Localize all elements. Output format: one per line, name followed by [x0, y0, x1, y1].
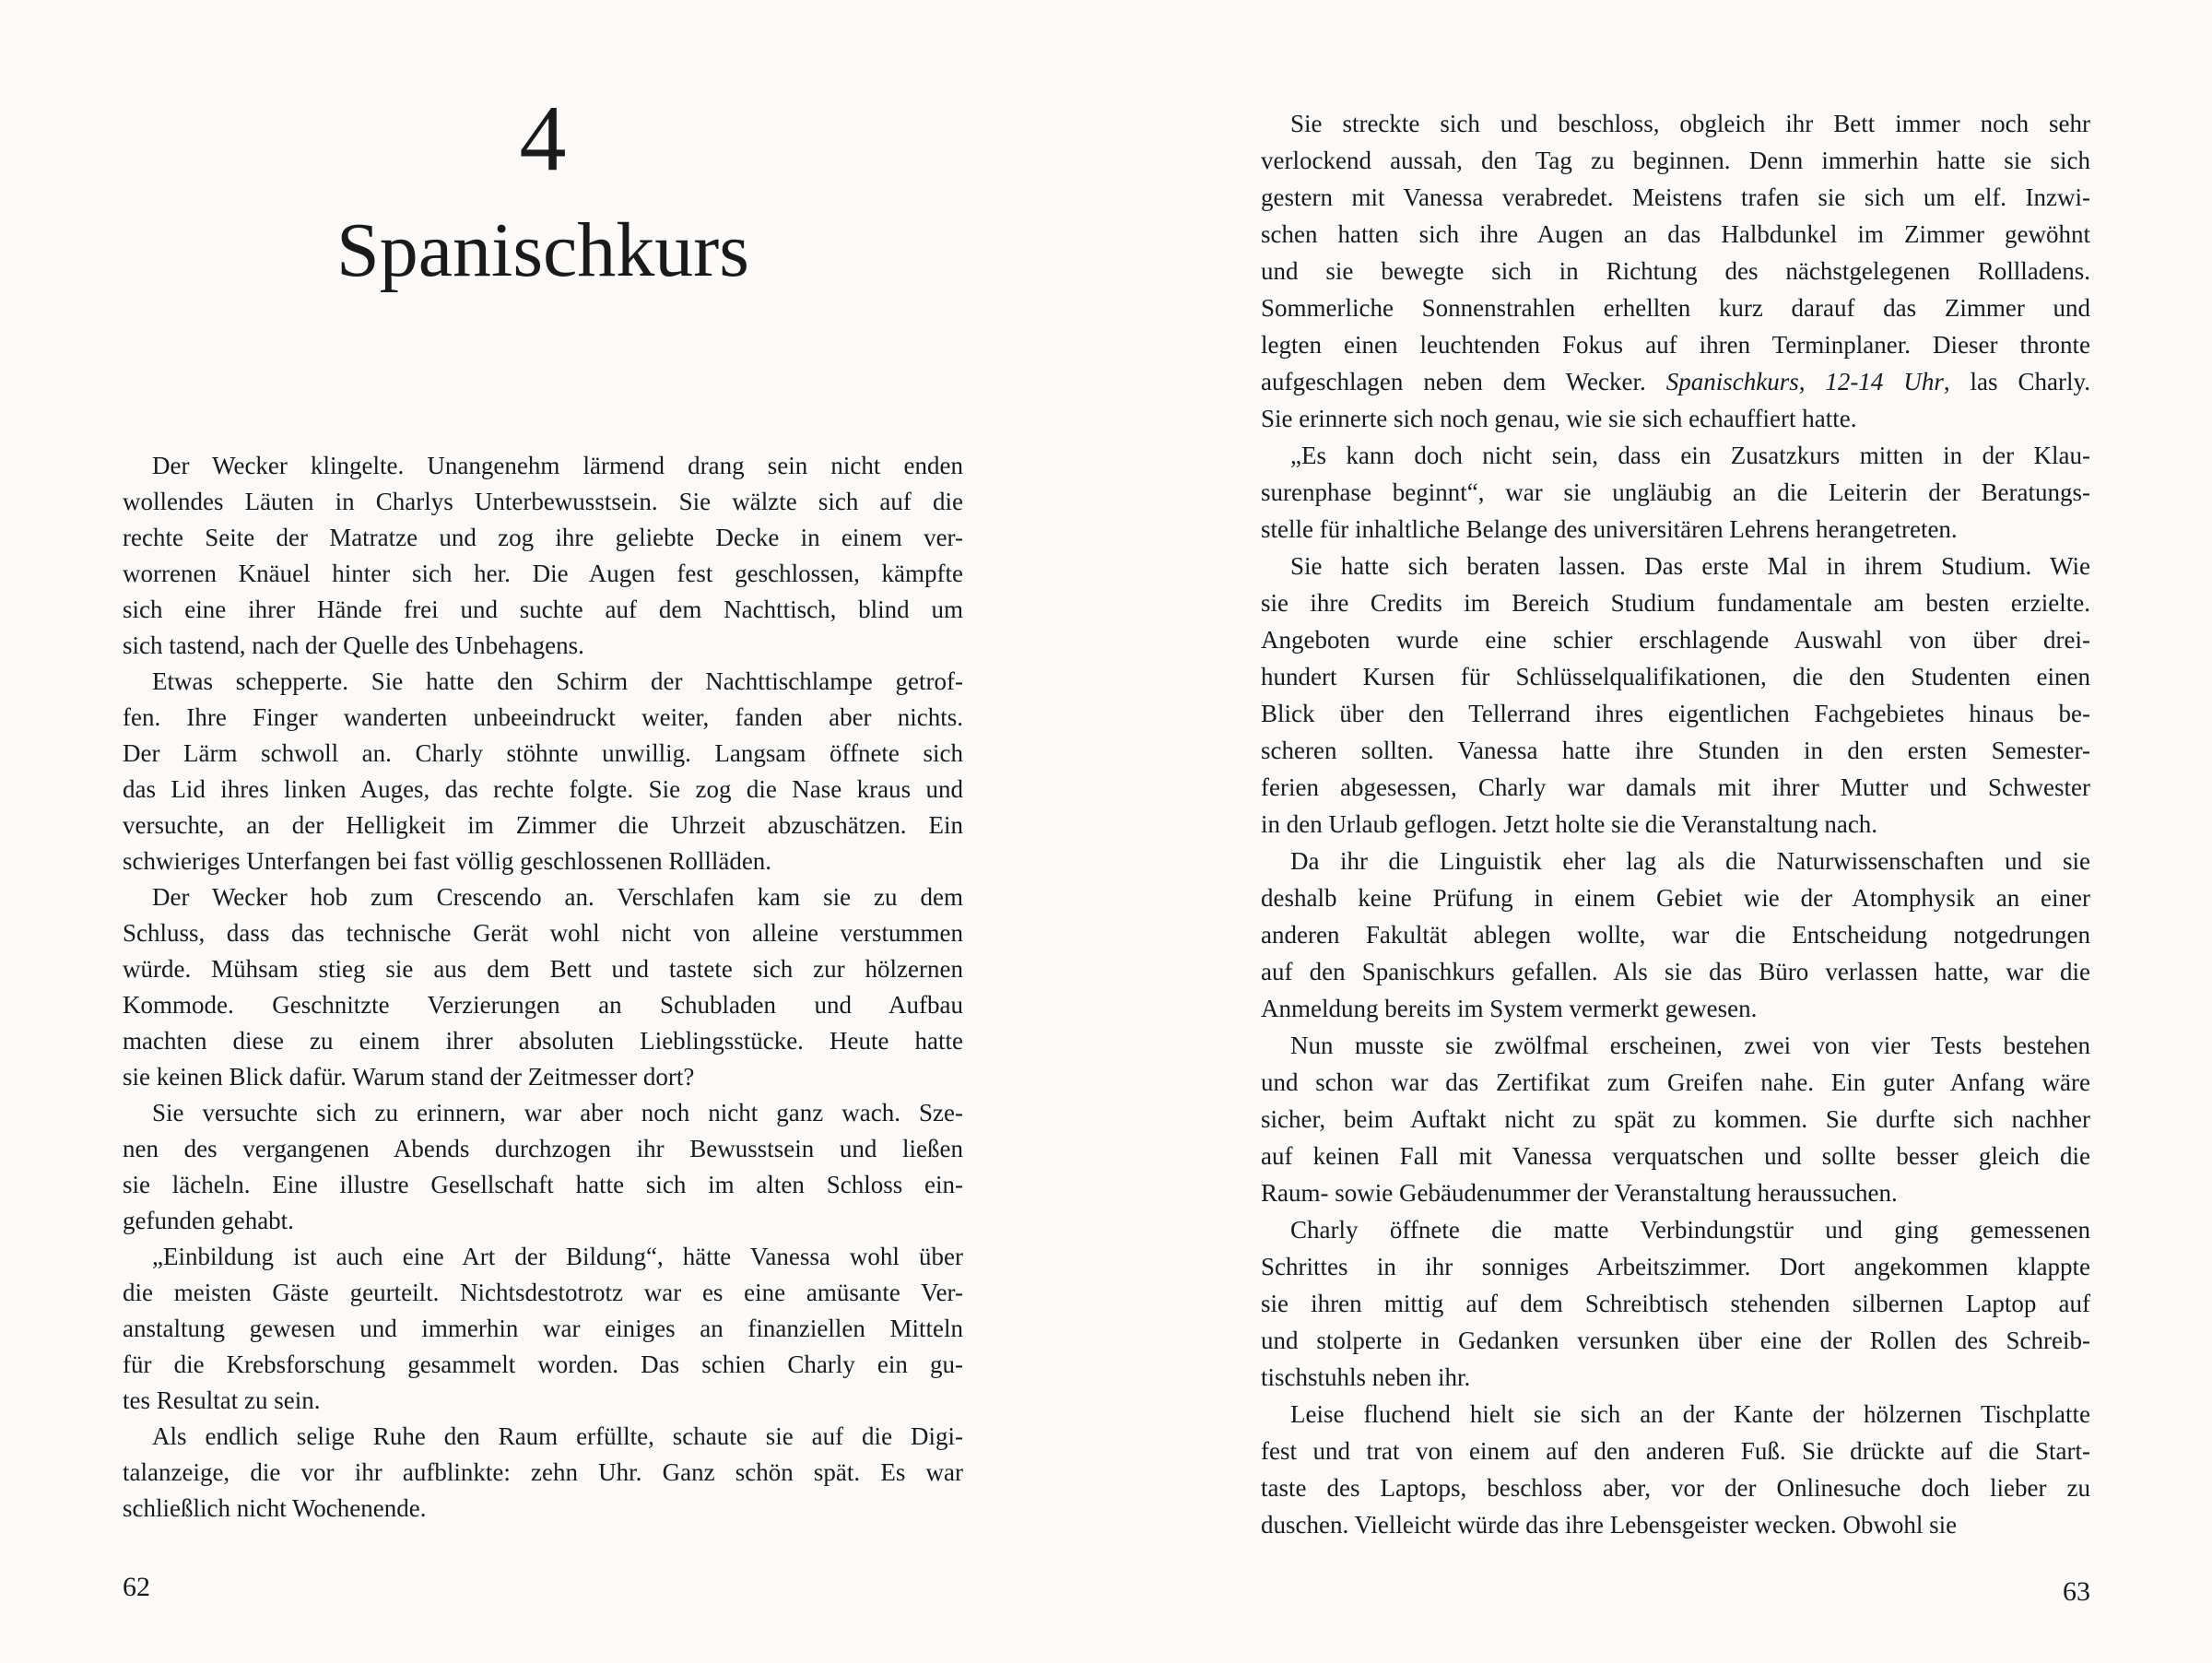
- text-line: fest und trat von einem auf den anderen Fuß. Sie drückte auf die Start-: [1261, 1437, 2090, 1465]
- text-line: sie keinen Blick dafür. Warum stand der Zeitmesser dort?: [123, 1063, 695, 1091]
- text-line: würde. Mühsam stieg sie aus dem Bett und tastete sich zur hölzernen: [123, 955, 963, 983]
- paragraph: [123, 1095, 963, 1239]
- text-line: und sie bewegte sich in Richtung des nächstgelegenen Rollladens.: [1261, 257, 2090, 285]
- text-line: Der Wecker hob zum Crescendo an. Verschlafen kam sie zu dem: [152, 883, 963, 911]
- text-line: Raum- sowie Gebäudenummer der Veranstaltung heraussuchen.: [1261, 1179, 1898, 1207]
- text-line: Charly öffnete die matte Verbindungstür und ging gemessenen: [1290, 1216, 2090, 1244]
- text-line: Sie streckte sich und beschloss, obgleich ihr Bett immer noch sehr: [1290, 110, 2090, 137]
- text-line: und schon war das Zertifikat zum Greifen nahe. Ein guter Anfang wäre: [1261, 1068, 2090, 1096]
- text-line: deshalb keine Prüfung in einem Gebiet wie der Atomphysik an einer: [1261, 884, 2090, 912]
- paragraph: [123, 448, 963, 664]
- text-line: aufgeschlagen neben dem Wecker. Spanischkurs, 12-14 Uhr, las Charly.: [1261, 368, 2090, 395]
- text-line: Etwas schepperte. Sie hatte den Schirm der Nachttischlampe getrof-: [152, 667, 963, 695]
- paragraph: [1261, 1396, 2090, 1543]
- text-line: schen hatten sich ihre Augen an das Halbdunkel im Zimmer gewöhnt: [1261, 220, 2090, 248]
- text-line: Als endlich selige Ruhe den Raum erfüllte, schaute sie auf die Digi-: [152, 1422, 963, 1450]
- text-line: Anmeldung bereits im System vermerkt gewesen.: [1261, 995, 1758, 1022]
- left-page-text: [123, 448, 963, 1527]
- text-line: Sie hatte sich beraten lassen. Das erste Mal in ihrem Studium. Wie: [1290, 552, 2090, 580]
- text-line: sich tastend, nach der Quelle des Unbehagens.: [123, 631, 584, 659]
- text-line: tischstuhls neben ihr.: [1261, 1363, 1471, 1391]
- text-line: machten diese zu einem ihrer absoluten Lieblingsstücke. Heute hatte: [123, 1027, 963, 1055]
- paragraph: [123, 1239, 963, 1419]
- text-line: gestern mit Vanessa verabredet. Meistens trafen sie sich um elf. Inzwi-: [1261, 183, 2090, 211]
- text-line: scheren sollten. Vanessa hatte ihre Stunden in den ersten Semester-: [1261, 737, 2090, 764]
- text-line: in den Urlaub geflogen. Jetzt holte sie die Veranstaltung nach.: [1261, 810, 1878, 838]
- text-line: tes Resultat zu sein.: [123, 1386, 321, 1414]
- text-line: die meisten Gäste geurteilt. Nichtsdestotrotz war es eine amüsante Ver-: [123, 1279, 963, 1306]
- right-page: [1261, 0, 2090, 1663]
- text-line: surenphase beginnt“, war sie ungläubig an die Leiterin der Beratungs-: [1261, 478, 2090, 506]
- text-line: ferien abgesessen, Charly war damals mit ihrer Mutter und Schwester: [1261, 773, 2090, 801]
- text-line: sie lächeln. Eine illustre Gesellschaft hatte sich im alten Schloss ein-: [123, 1171, 963, 1198]
- text-line: für die Krebsforschung gesammelt worden. Das schien Charly ein gu-: [123, 1350, 963, 1378]
- paragraph: [1261, 1211, 2090, 1396]
- paragraph: [123, 1419, 963, 1527]
- left-page: [123, 0, 963, 1663]
- text-line: „Einbildung ist auch eine Art der Bildung“, hätte Vanessa wohl über: [152, 1243, 963, 1270]
- paragraph: [123, 879, 963, 1095]
- text-line: Sie versuchte sich zu erinnern, war aber noch nicht ganz wach. Sze-: [152, 1099, 963, 1126]
- text-line: sie ihren mittig auf dem Schreibtisch stehenden silbernen Laptop auf: [1261, 1290, 2090, 1317]
- text-line: das Lid ihres linken Auges, das rechte folgte. Sie zog die Nase kraus und: [123, 775, 963, 803]
- text-line: Da ihr die Linguistik eher lag als die Naturwissenschaften und sie: [1290, 847, 2090, 875]
- paragraph: [1261, 843, 2090, 1027]
- text-line: sicher, beim Auftakt nicht zu spät zu kommen. Sie durfte sich nachher: [1261, 1105, 2090, 1133]
- text-line: „Es kann doch nicht sein, dass ein Zusatzkurs mitten in der Klau-: [1290, 442, 2090, 469]
- text-line: und stolperte in Gedanken versunken über eine der Rollen des Schreib-: [1261, 1327, 2090, 1354]
- text-line: gefunden gehabt.: [123, 1207, 294, 1234]
- paragraph: [123, 664, 963, 879]
- text-line: talanzeige, die vor ihr aufblinkte: zehn Uhr. Ganz schön spät. Es war: [123, 1458, 963, 1486]
- text-line: Angeboten wurde eine schier erschlagende Auswahl von über drei-: [1261, 626, 2090, 654]
- text-line: Sie erinnerte sich noch genau, wie sie sich echauffiert hatte.: [1261, 405, 1857, 432]
- text-line: sich eine ihrer Hände frei und suchte auf dem Nachttisch, blind um: [123, 596, 963, 623]
- paragraph: [1261, 1027, 2090, 1211]
- text-line: wollendes Läuten in Charlys Unterbewusstsein. Sie wälzte sich auf die: [123, 488, 963, 515]
- text-line: auf keinen Fall mit Vanessa verquatschen und sollte besser gleich die: [1261, 1142, 2090, 1170]
- text-line: Der Wecker klingelte. Unangenehm lärmend drang sein nicht enden: [152, 452, 963, 479]
- text-line: auf den Spanischkurs gefallen. Als sie das Büro verlassen hatte, war die: [1261, 958, 2090, 985]
- text-line: Nun musste sie zwölfmal erscheinen, zwei von vier Tests bestehen: [1290, 1032, 2090, 1059]
- text-line: Blick über den Tellerrand ihres eigentlichen Fachgebietes hinaus be-: [1261, 700, 2090, 727]
- text-line: schwieriges Unterfangen bei fast völlig geschlossenen Rollläden.: [123, 847, 772, 875]
- text-line: versuchte, an der Helligkeit im Zimmer die Uhrzeit abzuschätzen. Ein: [123, 811, 963, 839]
- right-page-text: [1261, 105, 2090, 1543]
- text-line: hundert Kursen für Schlüsselqualifikationen, die den Studenten einen: [1261, 663, 2090, 690]
- paragraph: [1261, 437, 2090, 548]
- chapter-title: Spanischkurs: [336, 207, 749, 293]
- text-line: duschen. Vielleicht würde das ihre Lebensgeister wecken. Obwohl sie: [1261, 1511, 1958, 1539]
- text-line: stelle für inhaltliche Belange des universitären Lehrens herangetreten.: [1261, 515, 1958, 543]
- text-line: Kommode. Geschnitzte Verzierungen an Schubladen und Aufbau: [123, 991, 963, 1019]
- text-line: fen. Ihre Finger wanderten unbeeindruckt weiter, fanden aber nichts.: [123, 703, 963, 731]
- text-line: Leise fluchend hielt sie sich an der Kante der hölzernen Tischplatte: [1290, 1400, 2090, 1428]
- text-line: verlockend aussah, den Tag zu beginnen. Denn immerhin hatte sie sich: [1261, 147, 2090, 174]
- text-line: schließlich nicht Wochenende.: [123, 1494, 427, 1522]
- chapter-number: 4: [519, 87, 567, 191]
- paragraph: [1261, 105, 2090, 437]
- text-line: sie ihre Credits im Bereich Studium fundamentale am besten erzielte.: [1261, 589, 2090, 617]
- text-line: Der Lärm schwoll an. Charly stöhnte unwillig. Langsam öffnete sich: [123, 739, 963, 767]
- paragraph: [1261, 548, 2090, 843]
- text-line: worrenen Knäuel hinter sich her. Die Augen fest geschlossen, kämpfte: [123, 560, 963, 587]
- text-line: Schluss, dass das technische Gerät wohl nicht von alleine verstummen: [123, 919, 963, 947]
- text-line: Sommerliche Sonnenstrahlen erhellten kurz darauf das Zimmer und: [1261, 294, 2090, 322]
- text-line: rechte Seite der Matratze und zog ihre geliebte Decke in einem ver-: [123, 524, 963, 551]
- text-line: anstaltung gewesen und immerhin war einiges an finanziellen Mitteln: [123, 1315, 963, 1342]
- text-line: taste des Laptops, beschloss aber, vor der Onlinesuche doch lieber zu: [1261, 1474, 2090, 1502]
- text-line: anderen Fakultät ablegen wollte, war die Entscheidung notgedrungen: [1261, 921, 2090, 949]
- text-line: nen des vergangenen Abends durchzogen ihr Bewusstsein und ließen: [123, 1135, 963, 1162]
- text-line: Schrittes in ihr sonniges Arbeitszimmer. Dort angekommen klappte: [1261, 1253, 2090, 1280]
- right-page-number: 63: [2063, 1576, 2090, 1607]
- text-line: legten einen leuchtenden Fokus auf ihren Terminplaner. Dieser thronte: [1261, 331, 2090, 359]
- left-page-number: 62: [123, 1572, 150, 1602]
